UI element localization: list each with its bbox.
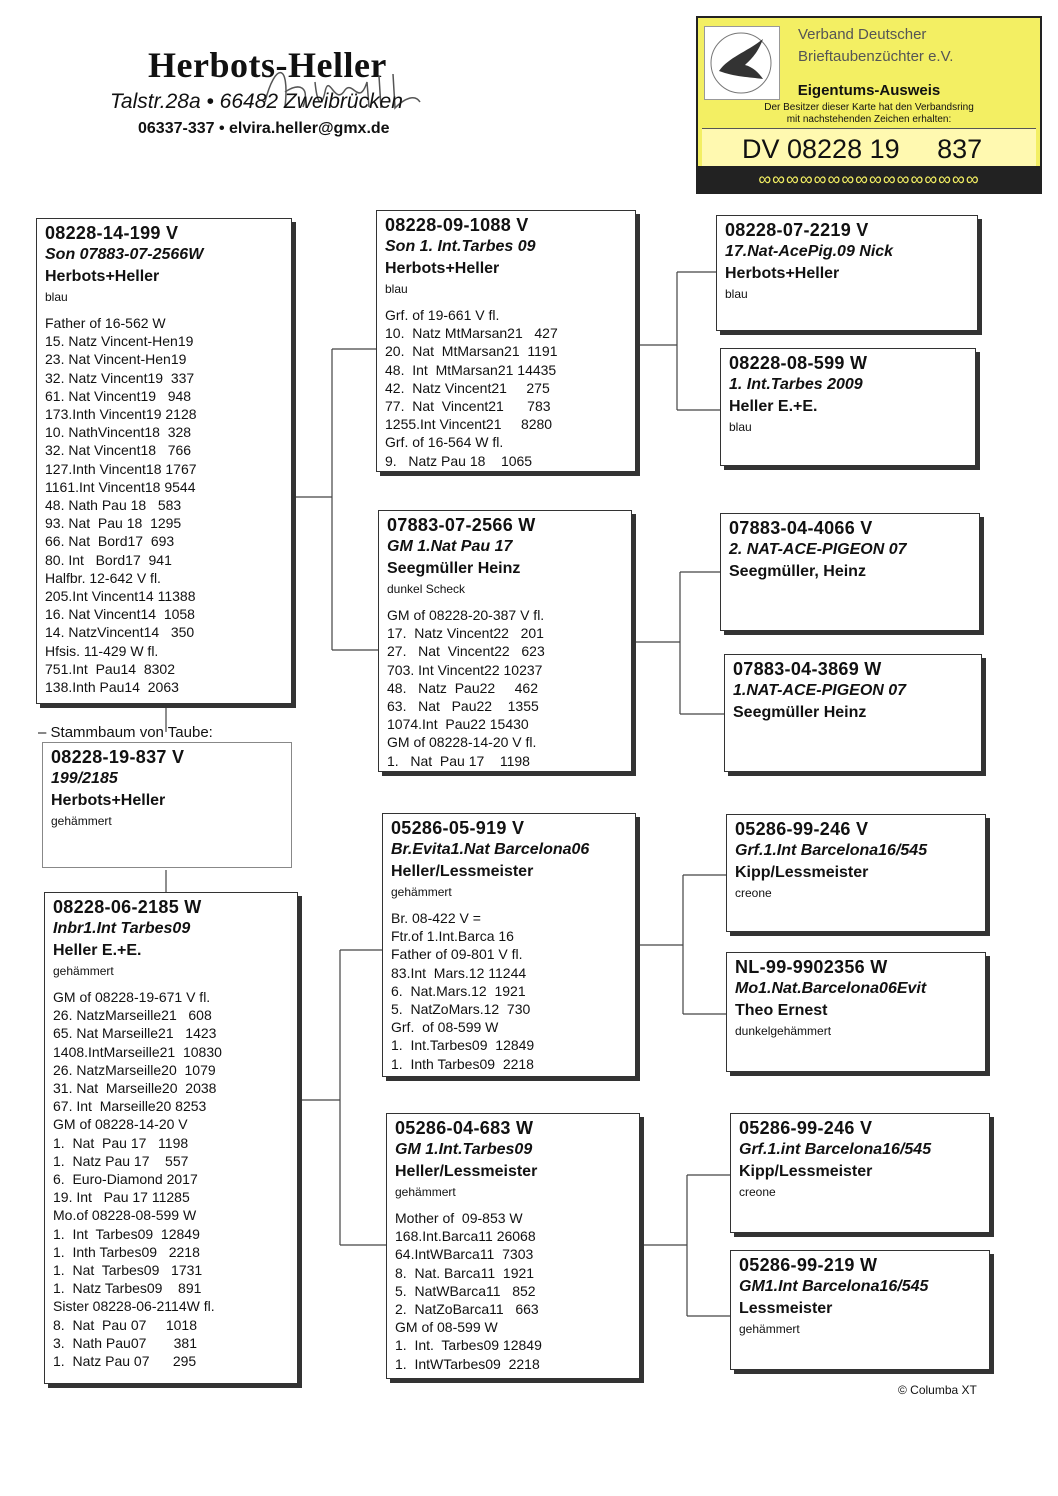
ornament-band: ∞∞∞∞∞∞∞∞∞∞∞∞∞∞∞∞ bbox=[698, 166, 1040, 192]
plumage-color: creone bbox=[735, 886, 772, 900]
achievements: GM of 08228-19-671 V fl. 26. NatzMarseille21 608 65. Nat Marseille21 1423 1408.IntMarseille21 10830 26. NatzMarseille20 1079 31. Nat Marseille20 2038 67. Int Marseille20 8253 GM of 08228-14-20 V 1. Nat Pau 17 1198 1. Natz Pau 17 557 6. Euro-Diamond 2017 19. Int Pau 17 11285 Mo.of 08228-08-599 W 1. Int Tarbes09 12849 1. Inth Tarbes09 2218 1. Nat Tarbes09 1731 1. Natz Tarbes09 891 Sister 08228-06-2114W fl. 8. Nat Pau 07 1018 3. Nath Pau07 381 1. Natz Pau 07 295 bbox=[53, 989, 222, 1370]
caption-text: Stammbaum von Taube: bbox=[50, 724, 213, 741]
association-name-line2: Brieftaubenzüchter e.V. bbox=[798, 48, 954, 65]
owner: Kipp/Lessmeister bbox=[739, 1163, 873, 1180]
card-description-line2: mit nachstehenden Zeichen erhalten: bbox=[786, 114, 952, 125]
pedigree-card-ggp-mff bbox=[726, 814, 986, 932]
ring-number: 08228-08-599 W bbox=[729, 353, 868, 373]
title-line: Grf.1.int Barcelona16/545 bbox=[739, 1141, 932, 1158]
pedigree-card-paternal-grandmother bbox=[378, 510, 632, 772]
owner: Heller/Lessmeister bbox=[395, 1163, 538, 1180]
owner: Heller E.+E. bbox=[53, 942, 142, 959]
title-line: Inbr1.Int Tarbes09 bbox=[53, 920, 191, 937]
achievements: Father of 16-562 W 15. Natz Vincent-Hen19 23. Nat Vincent-Hen19 32. Natz Vincent19 337 61. Nat Vincent19 948 173.Inth Vincent19 2128 10. NathVincent18 328 32. Nat Vincent18 766 127.Inth Vincent18 1767 1161.Int Vincent18 9544 48. Nath Pau 18 583 93. Nat Pau 18 1295 66. Nat Bord17 693 80. Int Bord17 941 Halfbr. 12-642 V fl. 205.Int Vincent14 11388 16. Nat Vincent14 1058 14. NatzVincent14 350 Hfsis. 11-429 W fl. 751.Int Pau14 8302 138.Inth Pau14 2063 bbox=[45, 315, 197, 696]
pedigree-card-subject bbox=[42, 742, 292, 868]
plumage-color: blau bbox=[385, 282, 408, 296]
owner: Herbots+Heller bbox=[385, 260, 500, 277]
ring-number: 07883-04-4066 V bbox=[729, 518, 873, 538]
ring-number: NL-99-9902356 W bbox=[735, 957, 888, 977]
breeder-name: Herbots-Heller bbox=[148, 45, 387, 85]
achievements: Br. 08-422 V = Ftr.of 1.Int.Barca 16 Father of 09-801 V fl. 83.Int Mars.12 11244 6. Nat.Mars.12 1921 5. NatZoMars.12 730 Grf. of 08-599 W 1. Int.Tarbes09 12849 1. Inth Tarbes09 2218 bbox=[391, 910, 535, 1072]
pedigree-card-ggp-fff bbox=[716, 215, 978, 331]
title-line: Grf.1.Int Barcelona16/545 bbox=[735, 842, 928, 859]
owner: Seegmüller Heinz bbox=[387, 560, 521, 577]
owner: Herbots+Heller bbox=[725, 265, 840, 282]
plumage-color: gehämmert bbox=[51, 814, 112, 828]
title-line: 1.NAT-ACE-PIGEON 07 bbox=[733, 682, 907, 699]
pedigree-card-ggp-fmf bbox=[720, 513, 980, 631]
ring-number: 05286-99-219 W bbox=[739, 1255, 878, 1275]
title-line: Son 07883-07-2566W bbox=[45, 246, 204, 263]
breeder-address: Talstr.28a • 66482 Zweibrücken bbox=[110, 90, 403, 113]
owner: Theo Ernest bbox=[735, 1002, 828, 1019]
owner: Seegmüller Heinz bbox=[733, 704, 867, 721]
association-name-line1: Verband Deutscher bbox=[798, 26, 927, 43]
title-line: 17.Nat-AcePig.09 Nick bbox=[725, 243, 894, 260]
title-line: GM1.Int Barcelona16/545 bbox=[739, 1278, 929, 1295]
title-line: 199/2185 bbox=[51, 770, 118, 787]
ring-number: DV 08228 19 837 bbox=[702, 128, 1036, 170]
pedigree-card-ggp-mmm bbox=[730, 1250, 990, 1370]
achievements: Grf. of 19-661 V fl. 10. Natz MtMarsan21 427 20. Nat MtMarsan21 1191 48. Int MtMarsan21 14435 42. Natz Vincent21 275 77. Nat Vincent21 783 1255.Int Vincent21 8280 Grf. of 16-564 W fl. 9. Natz Pau 18 1065 bbox=[385, 307, 558, 469]
owner: Heller E.+E. bbox=[729, 398, 818, 415]
ring-number: 08228-19-837 V bbox=[51, 747, 185, 767]
pedigree-caption: – Stammbaum von Taube: bbox=[38, 724, 213, 741]
plumage-color: blau bbox=[725, 287, 748, 301]
ring-number: 07883-07-2566 W bbox=[387, 515, 536, 535]
plumage-color: gehämmert bbox=[739, 1322, 800, 1336]
plumage-color: blau bbox=[729, 420, 752, 434]
title-line: 2. NAT-ACE-PIGEON 07 bbox=[729, 541, 907, 558]
plumage-color: dunkelgehämmert bbox=[735, 1024, 832, 1038]
copyright-notice: © Columba XT bbox=[898, 1383, 977, 1397]
title-line: Mo1.Nat.Barcelona06Evit bbox=[735, 980, 927, 997]
owner: Herbots+Heller bbox=[45, 268, 160, 285]
owner: Heller/Lessmeister bbox=[391, 863, 534, 880]
owner: Herbots+Heller bbox=[51, 792, 166, 809]
title-line: GM 1.Int.Tarbes09 bbox=[395, 1141, 533, 1158]
ring-number: 08228-07-2219 V bbox=[725, 220, 869, 240]
plumage-color: gehämmert bbox=[395, 1185, 456, 1199]
plumage-color: gehämmert bbox=[391, 885, 452, 899]
pedigree-card-ggp-ffm bbox=[720, 348, 976, 466]
owner: Seegmüller, Heinz bbox=[729, 563, 866, 580]
plumage-color: blau bbox=[45, 290, 68, 304]
ring-number: 07883-04-3869 W bbox=[733, 659, 882, 679]
title-line: Br.Evita1.Nat Barcelona06 bbox=[391, 841, 590, 858]
plumage-color: gehämmert bbox=[53, 964, 114, 978]
pedigree-card-father bbox=[36, 218, 292, 704]
ring-number: 08228-09-1088 V bbox=[385, 215, 529, 235]
title-line: 1. Int.Tarbes 2009 bbox=[729, 376, 863, 393]
pedigree-card-ggp-fmm bbox=[724, 654, 982, 772]
pedigree-card-paternal-grandfather bbox=[376, 210, 636, 472]
pedigree-card-maternal-grandmother bbox=[386, 1113, 640, 1379]
title-line: Son 1. Int.Tarbes 09 bbox=[385, 238, 536, 255]
owner: Lessmeister bbox=[739, 1300, 833, 1317]
pedigree-card-ggp-mmf bbox=[730, 1113, 990, 1233]
achievements: Mother of 09-853 W 168.Int.Barca11 26068 64.IntWBarca11 7303 8. Nat. Barca11 1921 5. NatWBarca11 852 2. NatZoBarca11 663 GM of 08-599 W 1. Int. Tarbes09 12849 1. IntWTarbes09 2218 bbox=[395, 1210, 542, 1372]
pedigree-card-maternal-grandfather bbox=[382, 813, 636, 1077]
ring-number: 08228-06-2185 W bbox=[53, 897, 202, 917]
owner: Kipp/Lessmeister bbox=[735, 864, 869, 881]
card-description-line1: Der Besitzer dieser Karte hat den Verbandsring bbox=[764, 102, 974, 113]
plumage-color: creone bbox=[739, 1185, 776, 1199]
achievements: GM of 08228-20-387 V fl. 17. Natz Vincent22 201 27. Nat Vincent22 623 703. Int Vincent22 10237 48. Natz Pau22 462 63. Nat Pau22 1355 1074.Int Pau22 15430 GM of 08228-14-20 V fl. 1. Nat Pau 17 1198 bbox=[387, 607, 545, 769]
ring-number: 08228-14-199 V bbox=[45, 223, 179, 243]
plumage-color: dunkel Scheck bbox=[387, 582, 466, 596]
ring-number: 05286-05-919 V bbox=[391, 818, 525, 838]
card-title: Eigentums-Ausweis bbox=[797, 82, 941, 99]
pedigree-card-mother bbox=[44, 892, 298, 1384]
title-line: GM 1.Nat Pau 17 bbox=[387, 538, 513, 555]
ring-number: 05286-04-683 W bbox=[395, 1118, 534, 1138]
breeder-contact: 06337-337 • elvira.heller@gmx.de bbox=[138, 120, 390, 137]
pedigree-card-ggp-mfm bbox=[726, 952, 986, 1072]
ring-number: 05286-99-246 V bbox=[739, 1118, 873, 1138]
ring-number: 05286-99-246 V bbox=[735, 819, 869, 839]
